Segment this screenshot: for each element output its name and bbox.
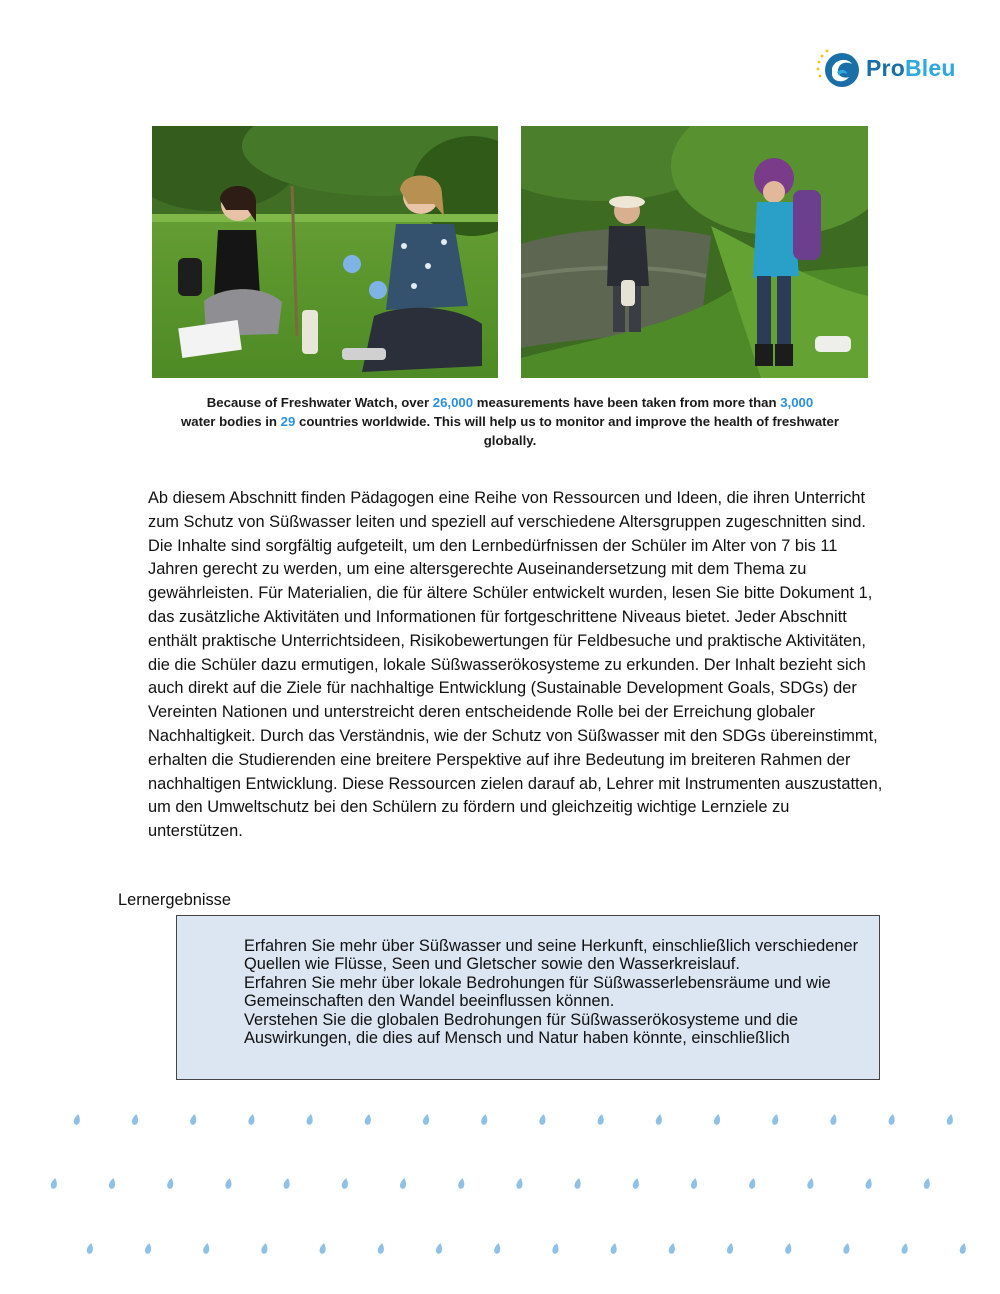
water-droplet-icon	[377, 1243, 385, 1255]
water-droplet-icon	[901, 1243, 909, 1255]
water-droplet-icon	[189, 1114, 197, 1126]
water-droplet-icon	[959, 1243, 967, 1255]
photo-women-on-grass	[152, 126, 498, 378]
learning-outcomes-heading: Lernergebnisse	[118, 891, 231, 909]
learning-outcome-item: Verstehen Sie die globalen Bedrohungen für Süßwasserökosysteme und die Auswirkungen, die dies auf Mensch und Natur haben könnte, einschließlich	[244, 1010, 798, 1048]
water-droplet-icon	[807, 1178, 815, 1190]
water-droplet-icon	[516, 1178, 524, 1190]
water-droplet-icon	[748, 1178, 756, 1190]
water-droplet-icon	[493, 1243, 501, 1255]
logo-pro: Pro	[866, 55, 905, 81]
water-droplet-icon	[830, 1114, 838, 1126]
water-droplet-icon	[341, 1178, 349, 1190]
water-droplet-icon	[597, 1114, 605, 1126]
water-droplet-icon	[784, 1243, 792, 1255]
water-droplet-icon	[86, 1243, 94, 1255]
water-droplet-icon	[552, 1243, 560, 1255]
learning-outcomes-box	[176, 915, 880, 1080]
water-droplet-icon	[771, 1114, 779, 1126]
water-droplet-icon	[364, 1114, 372, 1126]
caption-number-countries: 29	[280, 414, 296, 429]
water-droplet-icon	[480, 1114, 488, 1126]
water-droplet-icon	[422, 1114, 430, 1126]
logo-wordmark	[866, 55, 956, 82]
water-droplet-icon	[131, 1114, 139, 1126]
water-droplet-icon	[457, 1178, 465, 1190]
water-droplet-icon	[865, 1178, 873, 1190]
water-droplet-icon	[632, 1178, 640, 1190]
water-droplet-icon	[73, 1114, 81, 1126]
water-droplet-icon	[946, 1114, 954, 1126]
water-droplet-icon	[668, 1243, 676, 1255]
water-droplet-icon	[144, 1243, 152, 1255]
probleu-logo	[814, 46, 964, 92]
caption-text-4: countries worldwide. This will help us to monitor and improve the health of freshwater globally.	[295, 414, 840, 448]
caption-text-3: water bodies in	[180, 414, 281, 429]
water-droplet-icon	[306, 1114, 314, 1126]
water-droplet-pattern	[0, 1100, 1000, 1294]
water-droplet-icon	[726, 1243, 734, 1255]
caption-number-water-bodies: 3,000	[780, 395, 814, 410]
photo-people-by-stream	[521, 126, 868, 378]
learning-outcome-item: Erfahren Sie mehr über lokale Bedrohungen für Süßwasserlebensräume und wie Gemeinschaften den Wandel beeinflussen können.	[244, 973, 831, 1011]
water-droplet-icon	[283, 1178, 291, 1190]
water-droplet-icon	[399, 1178, 407, 1190]
water-droplet-icon	[108, 1178, 116, 1190]
water-droplet-icon	[248, 1114, 256, 1126]
photo-caption	[160, 393, 860, 450]
water-droplet-icon	[574, 1178, 582, 1190]
water-droplet-icon	[655, 1114, 663, 1126]
learning-outcome-item: Erfahren Sie mehr über Süßwasser und seine Herkunft, einschließlich verschiedener Quellen wie Flüsse, Seen und Gletscher sowie den Wasserkreislauf.	[244, 937, 859, 974]
water-droplet-icon	[319, 1243, 327, 1255]
intro-paragraph: Ab diesem Abschnitt finden Pädagogen eine Reihe von Ressourcen und Ideen, die ihren Unterricht zum Schutz von Süßwasser leiten und speziell auf verschiedene Altersgruppen zugeschnitten sind. Die Inhalte sind sorgfältig aufgeteilt, um den Lernbedürfnissen der Schüler im Alter von 7 bis 11 Jahren gerecht zu werden, um eine altersgerechte Auseinandersetzung mit dem Thema zu gewährleisten. Für Materialien, die für ältere Schüler entwickelt wurden, lesen Sie bitte Dokument 1, das zusätzliche Aktivitäten und Informationen für fortgeschrittene Niveaus bietet. Jeder Abschnitt enthält praktische Unterrichtsideen, Risikobewertungen für Feldbesuche und praktische Aktivitäten, die die Schüler dazu ermutigen, lokale Süßwasserökosysteme zu erkunden. Der Inhalt bezieht sich auch direkt auf die Ziele für nachhaltige Entwicklung (Sustainable Development Goals, SDGs) der Vereinten Nationen und unterstreicht deren entscheidende Rolle bei der Erreichung globaler Nachhaltigkeit. Durch das Verständnis, wie der Schutz von Süßwasser mit den SDGs übereinstimmt, erhalten die Studierenden eine breitere Perspektive auf ihre Bedeutung im breiteren Rahmen der nachhaltigen Entwicklung. Diese Ressourcen zielen darauf ab, Lehrer mit Instrumenten auszustatten, um den Umweltschutz bei den Schülern zu fördern und gleichzeitig wichtige Lernziele zu unterstützen.	[148, 489, 883, 841]
water-droplet-icon	[610, 1243, 618, 1255]
water-droplet-icon	[435, 1243, 443, 1255]
water-droplet-icon	[50, 1178, 58, 1190]
water-droplet-icon	[261, 1243, 269, 1255]
water-droplet-icon	[888, 1114, 896, 1126]
water-droplet-icon	[225, 1178, 233, 1190]
caption-number-measurements: 26,000	[432, 395, 474, 410]
probleu-swirl-logo-icon	[814, 46, 864, 92]
water-droplet-icon	[923, 1178, 931, 1190]
water-droplet-icon	[202, 1243, 210, 1255]
water-droplet-icon	[713, 1114, 721, 1126]
learning-outcomes-list	[177, 916, 879, 1047]
logo-bleu: Bleu	[904, 55, 956, 81]
water-droplet-icon	[690, 1178, 698, 1190]
caption-text-2: measurements have been taken from more than	[473, 395, 781, 410]
water-droplet-icon	[166, 1178, 174, 1190]
water-droplet-icon	[843, 1243, 851, 1255]
caption-text-1: Because of Freshwater Watch, over	[206, 395, 433, 410]
water-droplet-icon	[539, 1114, 547, 1126]
